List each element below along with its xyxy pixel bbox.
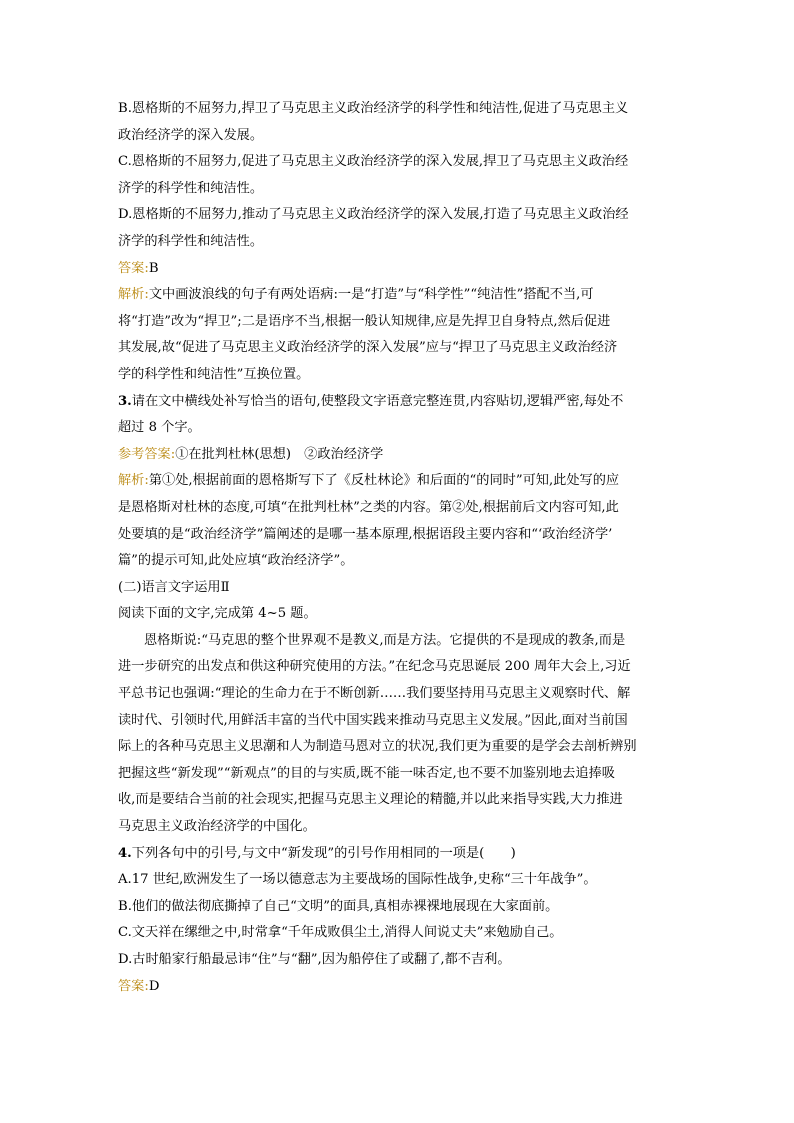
analysis-2-line-4: 篇”的提示可知,此处应填“政治经济学”。 (118, 553, 354, 569)
passage-line-8: 马克思主义政治经济学的中国化。 (118, 819, 316, 835)
answer-label: 答案: (118, 260, 149, 276)
answer-value: B (148, 260, 159, 276)
analysis-2-line-3: 处要填的是“政治经济学”篇阐述的是哪一基本原理,根据语段主要内容和“‘政治经济学’ (118, 526, 613, 542)
passage-line-3: 平总书记也强调:“理论的生命力在于不断创新……我们要坚持用马克思主义观察时代、解 (118, 686, 631, 702)
question-number: 3. (118, 393, 132, 409)
analysis-2-line-2: 是恩格斯对杜林的态度,可填“在批判杜林”之类的内容。第②处,根据前后文内容可知,此 (118, 499, 619, 515)
question-4-stem (118, 841, 678, 868)
answer-label: 答案: (118, 978, 149, 994)
answer-value: D (148, 978, 160, 994)
answer-1 (118, 256, 678, 283)
passage-line-5: 际上的各种马克思主义思潮和人为制造马恩对立的状况,我们更为重要的是学会去剖析辨别 (118, 739, 637, 755)
analysis-label: 解析: (118, 473, 149, 489)
option-b-line-2: 政治经济学的深入发展。 (118, 127, 264, 143)
analysis-1-line-3: 其发展,故“促进了马克思主义政治经济学的深入发展”应与“捍卫了马克思主义政治经济 (118, 340, 618, 356)
option-c-line-2: 济学的科学性和纯洁性。 (118, 180, 264, 196)
analysis-text: 文中画波浪线的句子有两处语病:一是“打造”与“科学性”“纯洁性”搭配不当,可 (148, 287, 594, 303)
document-page (118, 96, 678, 1000)
passage-line-1: 恩格斯说:“马克思的整个世界观不是教义,而是方法。它提供的不是现成的教条,而是 (144, 632, 626, 648)
passage-line-6: 把握这些“新发现”“新观点”的目的与实质,既不能一味否定,也不要不加鉴别地去追捧吸 (118, 765, 615, 781)
passage-line-7: 收,而是要结合当前的社会现实,把握马克思主义理论的精髓,并以此来指导实践,大力推进 (118, 792, 623, 808)
section-heading: (二)语言文字运用Ⅱ (118, 579, 230, 595)
analysis-label: 解析: (118, 287, 149, 303)
question-4-option-b: B.他们的做法彻底撕掉了自己“文明”的面具,真相赤裸裸地展现在大家面前。 (118, 898, 559, 914)
analysis-1-line-1 (118, 282, 678, 309)
option-c-line-1: C.恩格斯的不屈努力,促进了马克思主义政治经济学的深入发展,捍卫了马克思主义政治经 (118, 154, 629, 170)
option-b-line-1: B.恩格斯的不屈努力,捍卫了马克思主义政治经济学的科学性和纯洁性,促进了马克思主义 (118, 101, 629, 116)
question-4-option-d: D.古时船家行船最忌讳“住”与“翻”,因为船停住了或翻了,都不吉利。 (118, 952, 511, 967)
question-text: 请在文中横线处补写恰当的语句,使整段文字语意完整连贯,内容贴切,逻辑严密,每处不 (131, 393, 624, 409)
passage-line-4: 读时代、引领时代,用鲜活丰富的当代中国实践来推动马克思主义发展。”因此,面对当前国 (118, 712, 628, 728)
answer-2 (118, 974, 678, 1001)
reference-answer-value: ①在批判杜林(思想) ②政治经济学 (175, 446, 384, 462)
question-text: 下列各句中的引号,与文中“新发现”的引号作用相同的一项是( ) (131, 845, 516, 861)
analysis-1-line-4: 学的科学性和纯洁性”互换位置。 (118, 366, 310, 382)
question-3-line-2: 超过 8 个字。 (118, 420, 201, 436)
option-d-line-1: D.恩格斯的不屈努力,推动了马克思主义政治经济学的深入发展,打造了马克思主义政治经 (118, 207, 629, 223)
reference-answer-label: 参考答案: (118, 446, 176, 462)
question-4-option-c: C.文天祥在缧绁之中,时常拿“千年成败俱尘土,消得人间说丈夫”来勉励自己。 (118, 925, 563, 941)
question-3-line-1 (118, 389, 678, 416)
question-number: 4. (118, 845, 132, 861)
option-d-line-2: 济学的科学性和纯洁性。 (118, 233, 264, 249)
analysis-1-line-2: 将“打造”改为“捍卫”;二是语序不当,根据一般认知规律,应是先捍卫自身特点,然后促进 (118, 313, 611, 329)
reference-answer (118, 442, 678, 469)
reading-intro: 阅读下面的文字,完成第 4~5 题。 (118, 606, 317, 622)
question-4-option-a: A.17 世纪,欧洲发生了一场以德意志为主要战场的国际性战争,史称“三十年战争”。 (118, 872, 597, 888)
analysis-text: 第①处,根据前面的恩格斯写下了《反杜林论》和后面的“的同时”可知,此处写的应 (148, 473, 620, 489)
passage-line-2: 进一步研究的出发点和供这种研究使用的方法。”在纪念马克思诞辰 200 周年大会上,习近 (118, 659, 631, 675)
analysis-2-line-1 (118, 468, 678, 495)
